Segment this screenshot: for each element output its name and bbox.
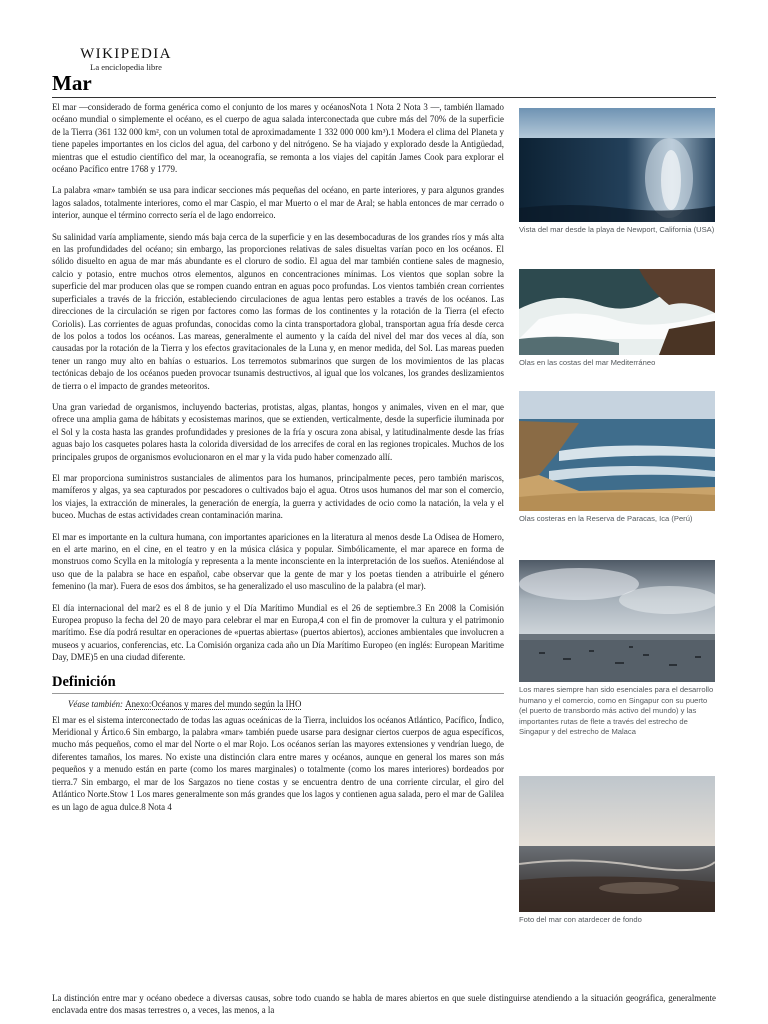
figure-mediterranean [519, 269, 715, 369]
figure-caption: Olas costeras en la Reserva de Paracas, Ica (Perú) [519, 514, 693, 523]
sea-view-image[interactable] [519, 108, 715, 222]
see-also-link[interactable]: Anexo:Océanos y mares del mundo según la IHO [125, 698, 302, 709]
intro-paragraph-1: El mar —considerado de forma genérica como el conjunto de los mares y océanosNota 1 Nota 2 Nota 3 —, también llamado océano mundial o simplemente el océano, es el cuerpo de agua salada interconectada que cubre más del 70% de la superficie de la Tierra (361 132 000 km², con un volumen total de aproximadamente 1 332 000 000 km³).1 Modera el clima del Planeta y tiene papeles importantes en los ciclos del agua, del carbono y del nitrógeno. Se ha viajado y explorado desde la Antigüedad, mientras que el estudio científico del mar, la oceanografía, se remonta a los viajes del capitán James Cook para explorar el océano Pacífico entre 1768 y 1779. [52, 102, 504, 175]
intro-paragraph-3: Su salinidad varía ampliamente, siendo más baja cerca de la superficie y en las desembocaduras de los grandes ríos y más alta en las profundidades del océano; sin embargo, las proporciones relativas de sales disueltas varían poco en los océanos. El sólido disuelto en agua de mar más abundante es el cloruro de sodio. El agua del mar también contiene sales de magnesio, calcio y potasio, entre muchos otros elementos, algunos en concentraciones mínimas. Los vientos que soplan sobre la superficie del mar producen olas que se rompen cuando entran en aguas poco profundas. Los vientos también crean corrientes superficiales a través de la fricción, estableciendo circulaciones de agua lentas pero estables a través de los océanos. Las direcciones de la circulación se rigen por factores como las formas de los continentes y la rotación de la Tierra (el efecto Coriolis). Las corrientes de aguas profundas, conocidas como la cinta transportadora global, transportan agua fría desde cerca de los polos a todos los océanos. Las mareas, generalmente el aumento y la caída del nivel del mar dos veces al día, son causadas por la rotación de la Tierra y los efectos gravitacionales de la Luna y, en menor medida, del Sol. Las mareas pueden tener un rango muy alto en bahías o estuarios. Los terremotos submarinos que surgen de los movimientos de las placas tectónicas debajo de los océanos pueden provocar tsunamis destructivos, al igual que los volcanes, los grandes deslizamientos de tierra o el impacto de grandes meteoritos. [52, 231, 504, 391]
sunset-sea-image[interactable] [519, 776, 715, 912]
logo-tagline: La enciclopedia libre [90, 62, 162, 72]
waves-image[interactable] [519, 269, 715, 355]
figure-caption: Los mares siempre han sido esenciales para el desarrollo humano y el comercio, como en Singapur con su puerto (el puerto de transbordo más activo del mundo) y las importantes rutas de flete a través del estrecho de Singapur y del estrecho de Malaca [519, 685, 714, 737]
intro-paragraph-4: Una gran variedad de organismos, incluyendo bacterias, protistas, algas, plantas, hongos y animales, viven en el mar, que ofrece una amplia gama de hábitats y ecosistemas marinos, que se extienden, verticalmente, desde la superficie iluminada por el Sol y la costa hasta las grandes profundidades y presiones de la fría y oscura zona abisal, y latitudinalmente desde las frías aguas bajo los casquetes polares hasta la colorida diversidad de los arrecifes de coral en las regiones tropicales. Muchos de los principales grupos de organismos evolucionaron en el mar y la vida pudo haber comenzado allí. [52, 401, 504, 462]
figure-newport [519, 108, 715, 236]
coastal-waves-image[interactable] [519, 391, 715, 511]
intro-paragraph-2: La palabra «mar» también se usa para indicar secciones más pequeñas del océano, en parte interiores, y para algunos grandes lagos salados, totalmente interiores, como el mar Caspio, el mar Muerto o el mar de Aral; se habla entonces de mar cerrado o interior, aunque el término correcto sería el de lago endorreico. [52, 185, 504, 221]
figure-caption: Foto del mar con atardecer de fondo [519, 915, 642, 924]
article-body [52, 101, 504, 822]
intro-paragraph-6: El mar es importante en la cultura humana, con importantes apariciones en la literatura al menos desde La Odisea de Homero, en el arte marino, en el cine, en el teatro y en la música clásica y popular. Simbólicamente, el mar aparece en forma de monstruos como Scylla en la mitología y representa a la mente inconsciente en la interpretación de los sueños. Ateniéndose al uso que de la palabra se hace en español, cabe observar que la gente de mar y los poetas tienden a atribuirle el género femenino (la mar). Fuera de esos dos ámbitos, se ha generalizado el uso masculino de la palabra (el mar). [52, 531, 504, 592]
see-also-note [52, 698, 504, 710]
definition-paragraph: El mar es el sistema interconectado de todas las aguas oceánicas de la Tierra, incluidos los océanos Atlántico, Pacífico, Índico, Meridional y Ártico.6 Sin embargo, la palabra «mar» también puede usarse para designar ciertos cuerpos de agua específicos, mucho más pequeños, como el mar del Norte o el mar Rojo. Los océanos serían las mayores extensiones y vendrían luego, de diferentes tamaños, los mares. No existe una distinción clara entre mares y océanos, aunque en general los mares son más pequeños y a menudo están en parte (como los mares marginales) o totalmente (como los mares interiores) bordeados por tierra.7 Sin embargo, el mar de los Sargazos no tiene costas y se encuentra dentro de una corriente circular, el giro del Atlántico Norte.Stow 1 Los mares generalmente son más grandes que los lagos y contienen agua salada, pero el mar de Galilea es un lago de agua dulce.8 Nota 4 [52, 714, 504, 812]
figure-sunset [519, 776, 715, 926]
page-title: Mar [52, 70, 716, 98]
figure-paracas [519, 391, 715, 525]
definition-paragraph-continued: La distinción entre mar y océano obedece a diversas causas, sobre todo cuando se habla de mares abiertos en que suele distinguirse atendiendo a la situación geográfica, generalmente enclavada entre dos masas terrestres o, a veces, las menos, a la [52, 993, 716, 1016]
harbor-image[interactable] [519, 560, 715, 682]
intro-paragraph-5: El mar proporciona suministros sustanciales de alimentos para los humanos, principalmente peces, pero también mariscos, mamíferos y algas, ya sea capturados por pescadores o cultivados bajo el agua. Otros usos humanos del mar son el comercio, los viajes, la extracción de minerales, la generación de energía, la guerra y actividades de ocio como la natación, la vela y el buceo. Muchas de estas actividades crean contaminación marina. [52, 472, 504, 521]
see-also-label: Véase también: [68, 698, 123, 709]
figure-caption: Olas en las costas del mar Mediterráneo [519, 358, 656, 367]
logo-wordmark: WIKIPEDIA [80, 46, 172, 62]
figure-singapore [519, 560, 715, 738]
section-heading-definicion: Definición [52, 673, 504, 694]
intro-paragraph-7: El día internacional del mar2 es el 8 de junio y el Día Marítimo Mundial es el 26 de septiembre.3 En 2008 la Comisión Europea propuso la fecha del 20 de mayo para celebrar el mar en Europa,4 con el fin de promover la cultura y el patrimonio marítimo. Ese día podrá resultar en operaciones de «puertas abiertas» (puertos abiertos), acciones ambientales que involucren a museos y acuarios, conferencias, etc. La Comisión organiza cada año un Día Marítimo Europeo (en inglés: European Maritime Day, DME)5 en una ciudad diferente. [52, 602, 504, 663]
figure-caption: Vista del mar desde la playa de Newport, California (USA) [519, 225, 715, 234]
